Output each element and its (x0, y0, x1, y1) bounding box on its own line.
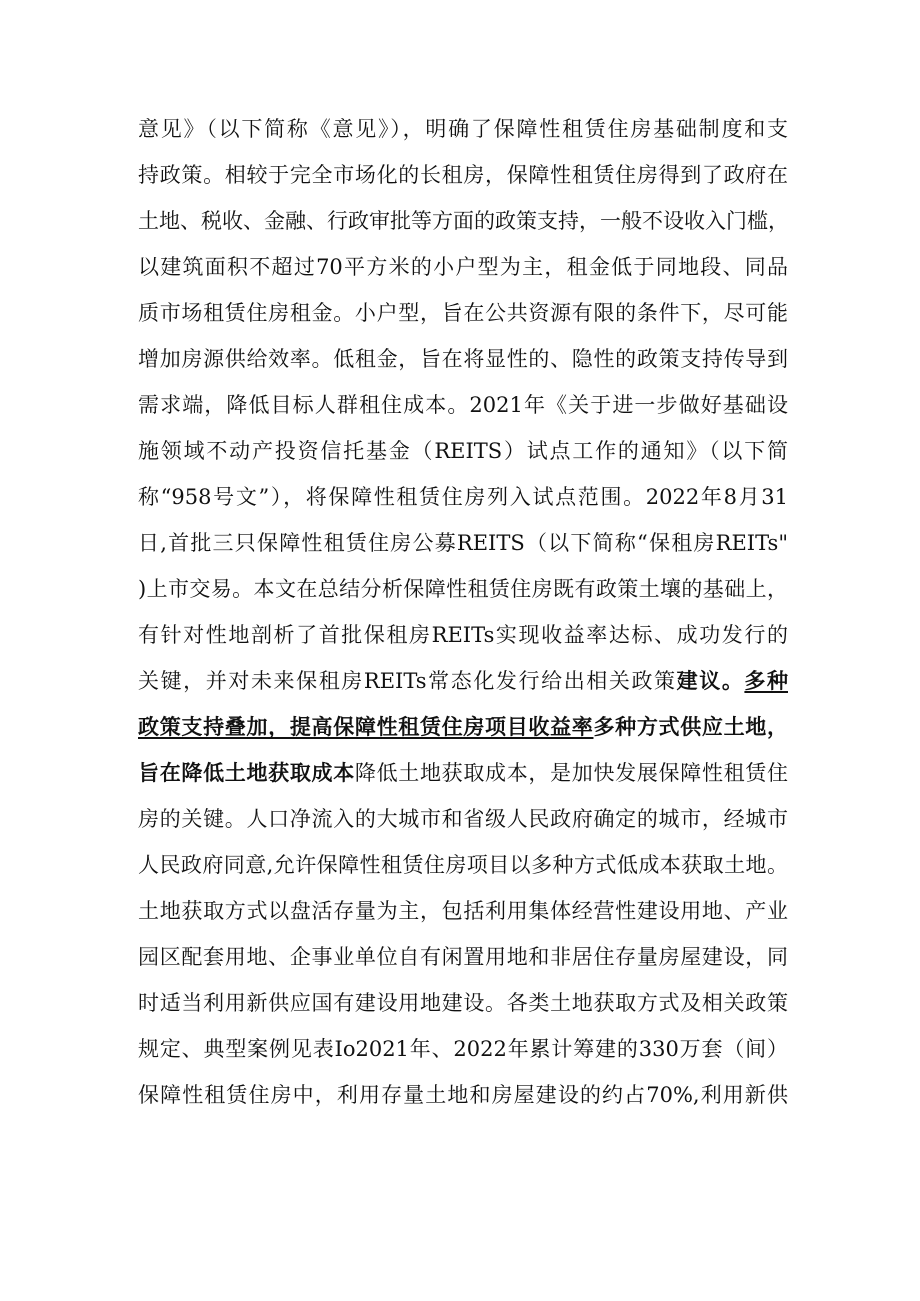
text-line-14 (138, 704, 788, 750)
text-line-17: 人民政府同意,允许保障性租赁住房项目以多种方式低成本获取土地。 (138, 853, 788, 877)
body-text (138, 106, 788, 1118)
section-heading-part2: 政策支持叠加，提高保障性租赁住房项目收益率 (138, 715, 594, 739)
subsection-heading-part1: 多种方式供应土地， (593, 715, 789, 739)
text-line-8: 施领域不动产投资信托基金（REITS）试点工作的通知》（以下简 (138, 439, 788, 463)
text-line-13 (138, 658, 788, 704)
line13-bold: 建议。 (676, 669, 745, 693)
text-line-21: 规定、典型案例见表Io2021年、2022年累计筹建的330万套（间） (138, 1037, 788, 1061)
line15-plain: 降低土地获取成本，是加快发展保障性租赁住 (354, 761, 789, 785)
text-line-19: 园区配套用地、企事业单位自有闲置用地和非居住存量房屋建设，同 (138, 945, 788, 969)
text-line-1: 意见》（以下简称《意见》），明确了保障性租赁住房基础制度和支 (138, 117, 788, 141)
text-line-22: 保障性租赁住房中，利用存量土地和房屋建设的约占70%,利用新供 (138, 1083, 788, 1107)
text-line-9: 称“958号文”），将保障性租赁住房列入试点范围。2022年8月31 (138, 485, 788, 509)
text-line-5: 质市场租赁住房租金。小户型，旨在公共资源有限的条件下，尽可能 (138, 301, 788, 325)
text-line-7: 需求端，降低目标人群租住成本。2021年《关于进一步做好基础设 (138, 393, 788, 417)
text-line-6: 增加房源供给效率。低租金，旨在将显性的、隐性的政策支持传导到 (138, 347, 788, 371)
text-line-18: 土地获取方式以盘活存量为主，包括利用集体经营性建设用地、产业 (138, 899, 788, 923)
text-line-2: 持政策。相较于完全市场化的长租房，保障性租赁住房得到了政府在 (138, 163, 788, 187)
text-line-12: 有针对性地剖析了首批保租房REITs实现收益率达标、成功发行的 (138, 623, 788, 647)
text-line-15 (138, 750, 788, 796)
subsection-heading-part2: 旨在降低土地获取成本 (138, 761, 355, 785)
text-line-4: 以建筑面积不超过70平方米的小户型为主，租金低于同地段、同品 (138, 255, 788, 279)
text-line-16: 房的关键。人口净流入的大城市和省级人民政府确定的城市，经城市 (138, 807, 788, 831)
line13-plain: 关键，并对未来保租房REITs常态化发行给出相关政策 (138, 669, 677, 693)
text-line-11: )上市交易。本文在总结分析保障性租赁住房既有政策土壤的基础上， (138, 577, 788, 601)
text-line-10: 日,首批三只保障性租赁住房公募REITS（以下简称“保租房REITs" (138, 531, 788, 555)
section-heading-part1: 多种 (744, 669, 788, 693)
text-line-3: 土地、税收、金融、行政审批等方面的政策支持，一般不设收入门槛， (138, 209, 789, 233)
text-line-20: 时适当利用新供应国有建设用地建设。各类土地获取方式及相关政策 (138, 991, 788, 1015)
